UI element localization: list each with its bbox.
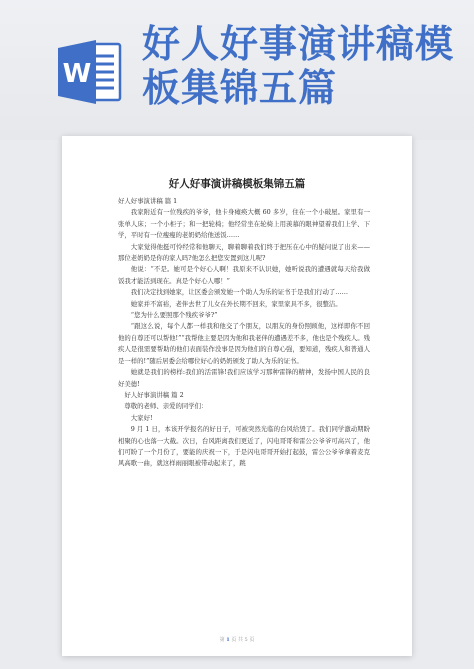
page-title-line-2: 板集锦五篇 [142,66,338,110]
document-paragraph: 尊敬的老师、亲爱的同学们： [124,402,208,411]
document-paragraph: 他说：“不是。她可是个好心人啊！我原来不认识她，她听说我的遭遇就每天给我做饭我才能活到现在。真是个好心人哪！” [118,265,370,285]
page-title-line-1: 好人好事演讲稿模 [142,22,455,66]
footer-total-pages: 5 [244,637,248,643]
footer-middle: 页 共 [231,637,243,643]
document-paragraph: 她就是我们的榜样:我们的活雷锋!我们应该学习那种雷锋的精神，发扬中国人民的良好美德! [118,368,370,388]
document-paragraph: 好人好事演讲稿 篇 2 [124,390,184,399]
footer-page-number: 1 [226,637,230,643]
word-document-icon [56,36,124,108]
page-footer [62,636,412,643]
page-title [142,22,460,110]
document-paragraph: 她家并不富裕，老伴去世了儿女在外长期不回来，家里家具不多，很整洁。 [130,299,342,308]
document-paragraph: “您为什么要照那个残疾爷爷?” [130,311,218,320]
document-paragraph: 大家觉得他挺可怜经常和他聊天，聊着聊着我们终于把压在心中的疑问说了出来——那位老奶奶是你的家人吗?他怎么把您安置到这儿呢? [118,242,370,263]
document-paragraph: 大家好! [130,413,153,422]
footer-prefix: 第 [219,637,225,643]
document-paragraph: “跟这么说，每个人都一样我和他交了个朋友，以朋友的身份照顾他，这样即你不回他的自尊还可以帮他!”“我帮他主要是因为他和我老伴的遭遇差不多，他也是个残疾人。残疾人是很需要帮助的他们表面装作没事是因为他们的自尊心强，要知道，残疾人和普通人是一样的!”随后居委会给哪位好心的奶奶颁发了助人为乐的证书。 [118,322,370,365]
document-page [62,136,412,656]
document-paragraph: 9 月 1 日，本该开学报名的好日子，可被突然光临的台风给毁了。我们同学激动期盼相聚的心也落一大截。次日，台风距离我们更近了，闪电哥哥和雷公公爷爷可高兴了，他们可盼了一个月份了，要能的庆祝一下，于是闪电哥哥开始打起鼓，雷公公爷爷拿着麦克风高歌一曲，就这样雨丽眼被带动起来了，跳 [118,425,370,468]
document-body [118,196,370,470]
document-paragraph: 我们决定找到她家，让区委会颁发她一个助人为乐的证书于是我们行动了…… [130,288,349,297]
footer-suffix: 页 [249,637,255,643]
document-paragraph: 我家附近有一位残疾的爷爷，他卡身瘫痪大概 60 多岁，住在一个小破屋。家里有一张单人床；一个小柜子；和一把轮椅；他经常坐在轮椅上用羡慕的眼神望着我们上学、下学，平时有一位瘦瘦的老奶奶给他送饭…… [118,208,370,240]
document-title: 好人好事演讲稿模板集锦五篇 [168,178,306,190]
document-paragraph: 好人好事演讲稿 篇 1 [118,197,178,205]
logo-letter: W [62,59,92,89]
